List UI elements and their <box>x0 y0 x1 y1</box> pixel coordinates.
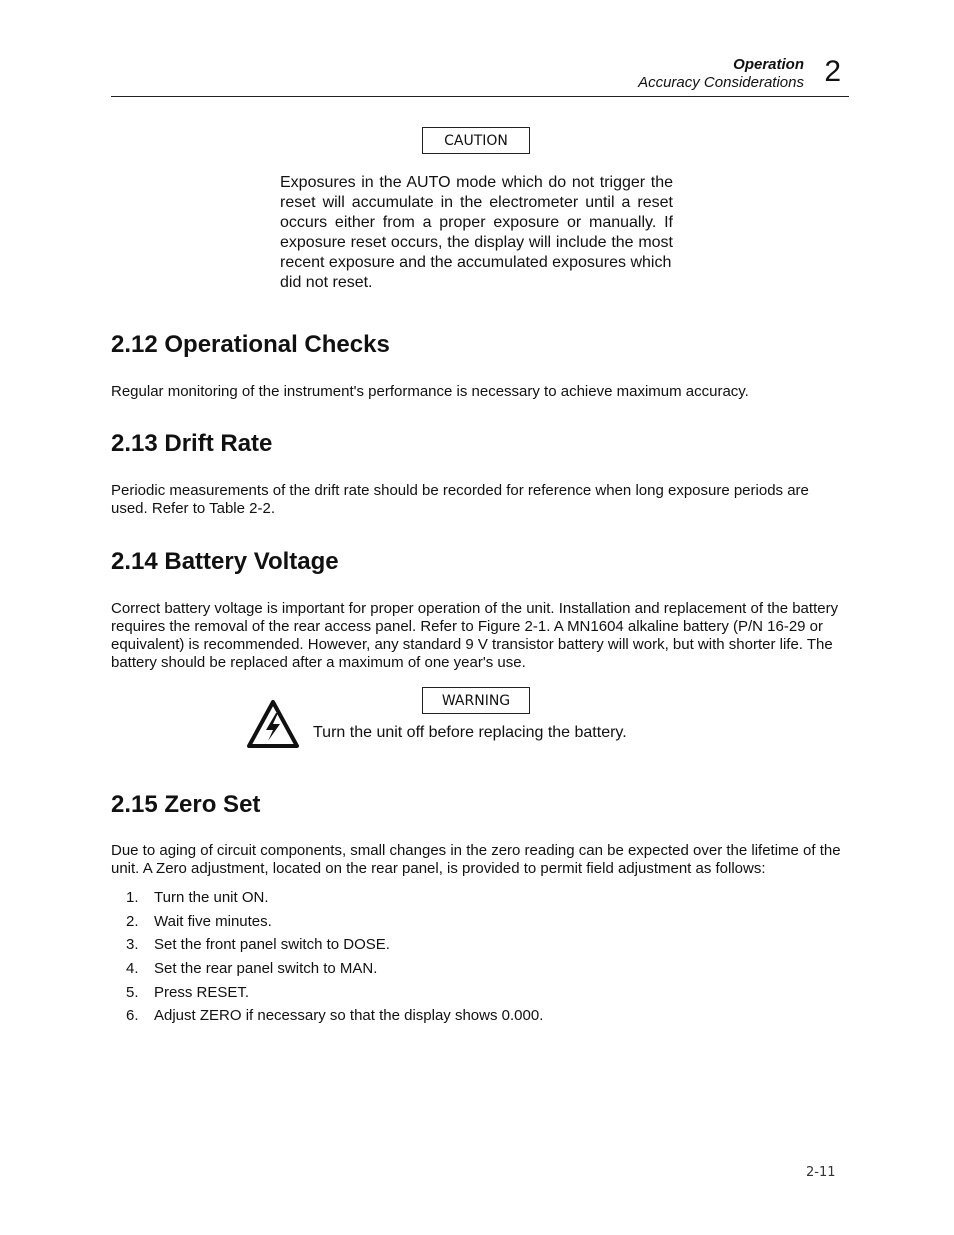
paragraph-drift-rate: Periodic measurements of the drift rate should be recorded for reference when long exposure periods are used. Refer to Table 2-2. <box>111 482 809 517</box>
heading-battery-voltage: 2.14 Battery Voltage <box>111 548 339 575</box>
paragraph-battery-voltage: Correct battery voltage is important for proper operation of the unit. Installation and replacement of the battery requires the removal of the rear access panel. Refer to Figure 2-1. A MN1604 alkaline battery (P/N 16-29 or equivalent) is recommended. However, any standard 9 V transistor battery will work, but with shorter life. The battery should be replaced after a maximum of one year's use. <box>111 600 839 671</box>
chapter-number: 2 <box>824 55 841 88</box>
step-item <box>111 984 811 1008</box>
caution-label: CAUTION <box>422 127 530 154</box>
heading-drift-rate: 2.13 Drift Rate <box>111 430 273 457</box>
page-header <box>111 54 849 97</box>
running-header <box>638 56 804 92</box>
section-title: Accuracy Considerations <box>638 74 804 91</box>
step-number: 1. <box>126 889 139 906</box>
caution-text-last-line: did not reset. <box>280 274 373 291</box>
step-text: Adjust ZERO if necessary so that the display shows 0.000. <box>154 1007 544 1025</box>
step-text: Turn the unit ON. <box>154 889 269 906</box>
zero-set-steps <box>111 889 811 1031</box>
step-item <box>111 936 811 960</box>
heading-operational-checks: 2.12 Operational Checks <box>111 331 390 358</box>
step-text: Set the rear panel switch to MAN. <box>154 960 378 978</box>
step-number: 6. <box>126 1007 139 1025</box>
step-number: 4. <box>126 960 139 978</box>
paragraph-operational-checks: Regular monitoring of the instrument's performance is necessary to achieve maximum accuracy. <box>111 383 749 400</box>
step-number: 2. <box>126 912 139 930</box>
step-number: 3. <box>126 936 139 954</box>
step-text: Set the front panel switch to DOSE. <box>154 936 390 954</box>
step-item <box>111 960 811 984</box>
warning-text: Turn the unit off before replacing the battery. <box>313 724 627 741</box>
warning-label: WARNING <box>422 687 530 714</box>
step-item <box>111 913 811 937</box>
step-number: 5. <box>126 983 139 1001</box>
step-item <box>111 1007 811 1031</box>
step-text: Wait five minutes. <box>154 912 272 930</box>
step-text: Press RESET. <box>154 983 250 1001</box>
page-number: 2-11 <box>806 1165 836 1180</box>
chapter-title: Operation <box>733 56 804 73</box>
high-voltage-warning-icon <box>246 699 300 749</box>
caution-text-main: Exposures in the AUTO mode which do not trigger the reset will accumulate in the electrometer until a reset occurs either from a proper exposure or manually. If exposure reset occurs, the display will include the most recent exposure and the accumulated exposures which <box>280 174 673 271</box>
step-item <box>111 889 811 913</box>
paragraph-zero-set: Due to aging of circuit components, small changes in the zero reading can be expected over the lifetime of the unit. A Zero adjustment, located on the rear panel, is provided to permit field adjustment as follows: <box>111 842 841 877</box>
heading-zero-set: 2.15 Zero Set <box>111 791 261 818</box>
caution-text <box>280 173 673 293</box>
